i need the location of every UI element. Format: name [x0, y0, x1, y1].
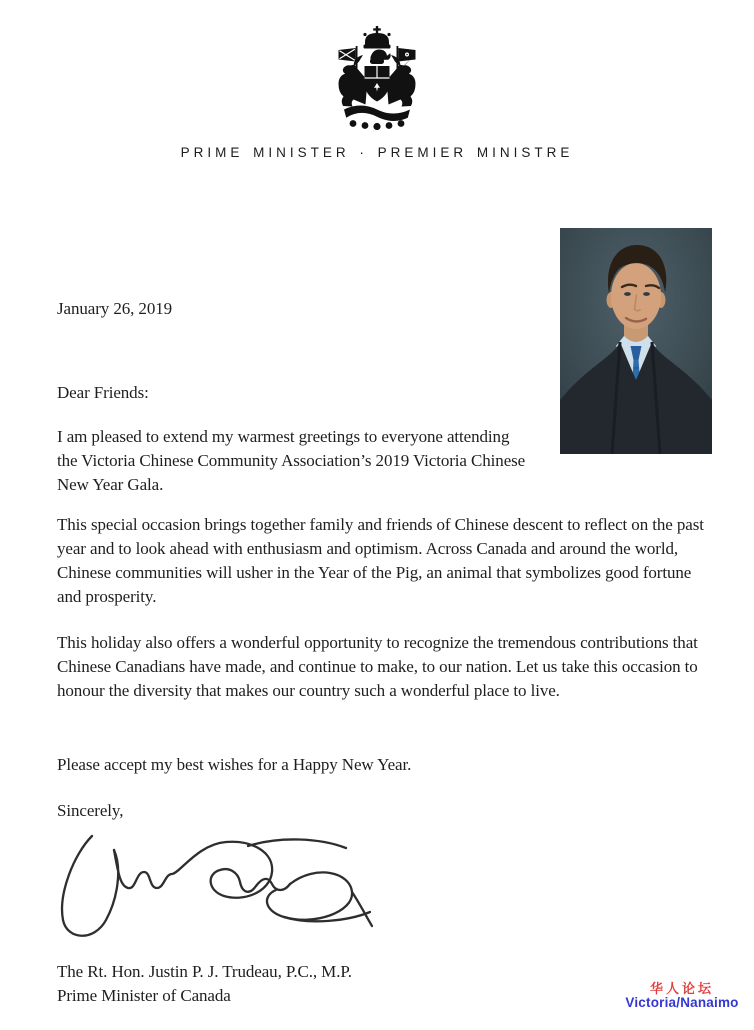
signature-handwriting	[48, 828, 378, 953]
watermark-chinese: 华人论坛	[649, 981, 714, 996]
letter-paragraph: This special occasion brings together family and friends of Chinese descent to reflect on the past year and to look ahead with enthusiasm and optimism. Across Canada and around the world, Chinese communities will usher in the Year of the Pig, an animal that symbolizes good fortune and prosperity.	[57, 515, 704, 606]
trudeau-portrait-photo	[560, 228, 712, 454]
signer-name: The Rt. Hon. Justin P. J. Trudeau, P.C., M.P.	[57, 962, 352, 981]
letter-closing: Sincerely,	[57, 801, 124, 820]
forum-watermark	[612, 982, 752, 1011]
letter-paragraph: This holiday also offers a wonderful opportunity to recognize the tremendous contributions that Chinese Canadians have made, and continue to make, to our nation. Let us take this occasion to honour the diversity that makes our country such a wonderful place to live.	[57, 633, 698, 700]
watermark-english: Victoria/Nanaimo	[625, 995, 739, 1011]
letter-date: January 26, 2019	[57, 299, 173, 318]
signer-block	[57, 960, 477, 1008]
letter-salutation: Dear Friends:	[57, 383, 149, 402]
letterhead-title: PRIME MINISTER · PREMIER MINISTRE	[180, 145, 574, 160]
letter-paragraph: I am pleased to extend my warmest greetings to everyone attending the Victoria Chinese Community Association’s 2019 Victoria Chinese New Year Gala.	[57, 427, 526, 494]
signer-title: Prime Minister of Canada	[57, 986, 231, 1005]
canada-coat-of-arms-icon	[327, 26, 427, 130]
letter-paragraph: Please accept my best wishes for a Happy New Year.	[57, 755, 412, 774]
